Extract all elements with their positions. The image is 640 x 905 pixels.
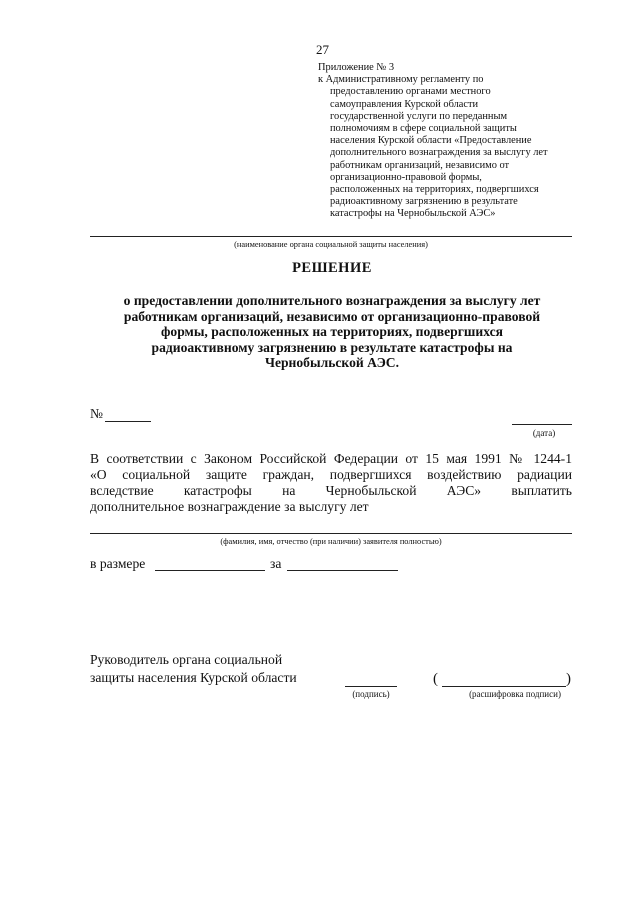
appendix-line: катастрофы на Чернобыльской АЭС» xyxy=(330,208,496,220)
appendix-line: работникам организаций, независимо от xyxy=(330,159,510,171)
signature-blank xyxy=(345,686,397,687)
body-line: В соответствии с Законом Российской Федерации от 15 мая 1991 № 1244-1 xyxy=(90,451,572,466)
for-label: за xyxy=(270,556,282,571)
signatory-title-line2: защиты населения Курской области xyxy=(90,670,297,685)
appendix-line: расположенных на территориях, подвергшихся xyxy=(330,184,539,196)
period-blank xyxy=(287,570,398,571)
decoding-caption: (расшифровка подписи) xyxy=(469,689,561,699)
applicant-name-line xyxy=(90,533,572,534)
body-line: вследствие катастрофы на Чернобыльской АЭС» выплатить xyxy=(90,483,572,498)
number-blank xyxy=(105,421,151,422)
appendix-title: Приложение № 3 xyxy=(318,62,395,73)
appendix-line: государственной услуги по переданным xyxy=(330,110,508,122)
subject-line: формы, расположенных на территориях, подвергшихся xyxy=(161,324,503,340)
appendix-block xyxy=(318,62,588,221)
appendix-line: полномочиям в сфере социальной защиты xyxy=(330,123,517,135)
appendix-line: радиоактивному загрязнению в результате xyxy=(330,196,518,208)
signature-caption: (подпись) xyxy=(352,689,390,699)
date-blank xyxy=(512,424,572,425)
amount-label: в размере xyxy=(90,556,146,571)
appendix-line: организационно-правовой формы, xyxy=(330,171,482,183)
appendix-line: к Административному регламенту по xyxy=(318,74,484,86)
appendix-line: населения Курской области «Предоставление xyxy=(330,135,532,147)
signatory-title-line1: Руководитель органа социальной xyxy=(90,652,283,667)
appendix-line: самоуправления Курской области xyxy=(330,98,479,110)
subject-line: о предоставлении дополнительного вознаграждения за выслугу лет xyxy=(123,293,541,308)
subject-line: работникам организаций, независимо от организационно-правовой xyxy=(123,308,541,324)
applicant-caption: (фамилия, имя, отчество (при наличии) заявителя полностью) xyxy=(220,537,442,546)
org-name-line xyxy=(90,236,572,237)
decoding-open-paren: ( xyxy=(433,671,438,687)
org-name-caption: (наименование органа социальной защиты населения) xyxy=(234,240,428,249)
appendix-line: предоставлению органами местного xyxy=(330,86,491,98)
decoding-blank xyxy=(442,686,566,687)
decoding-close-paren: ) xyxy=(566,671,571,687)
amount-blank xyxy=(155,570,265,571)
number-label: № xyxy=(90,406,103,421)
appendix-line: дополнительного вознаграждения за выслугу лет xyxy=(330,147,548,159)
subject-line: радиоактивному загрязнению в результате катастрофы на xyxy=(151,339,513,355)
body-line: «О социальной защите граждан, подвергшихся воздействию радиации xyxy=(90,467,572,482)
page-number: 27 xyxy=(316,42,329,57)
body-paragraph xyxy=(90,451,572,515)
subject-line: Чернобыльской АЭС. xyxy=(264,355,400,371)
document-title: РЕШЕНИЕ xyxy=(292,260,372,276)
document-subject xyxy=(92,293,572,371)
body-line: дополнительное вознаграждение за выслугу лет xyxy=(90,499,369,514)
date-caption: (дата) xyxy=(532,428,556,438)
